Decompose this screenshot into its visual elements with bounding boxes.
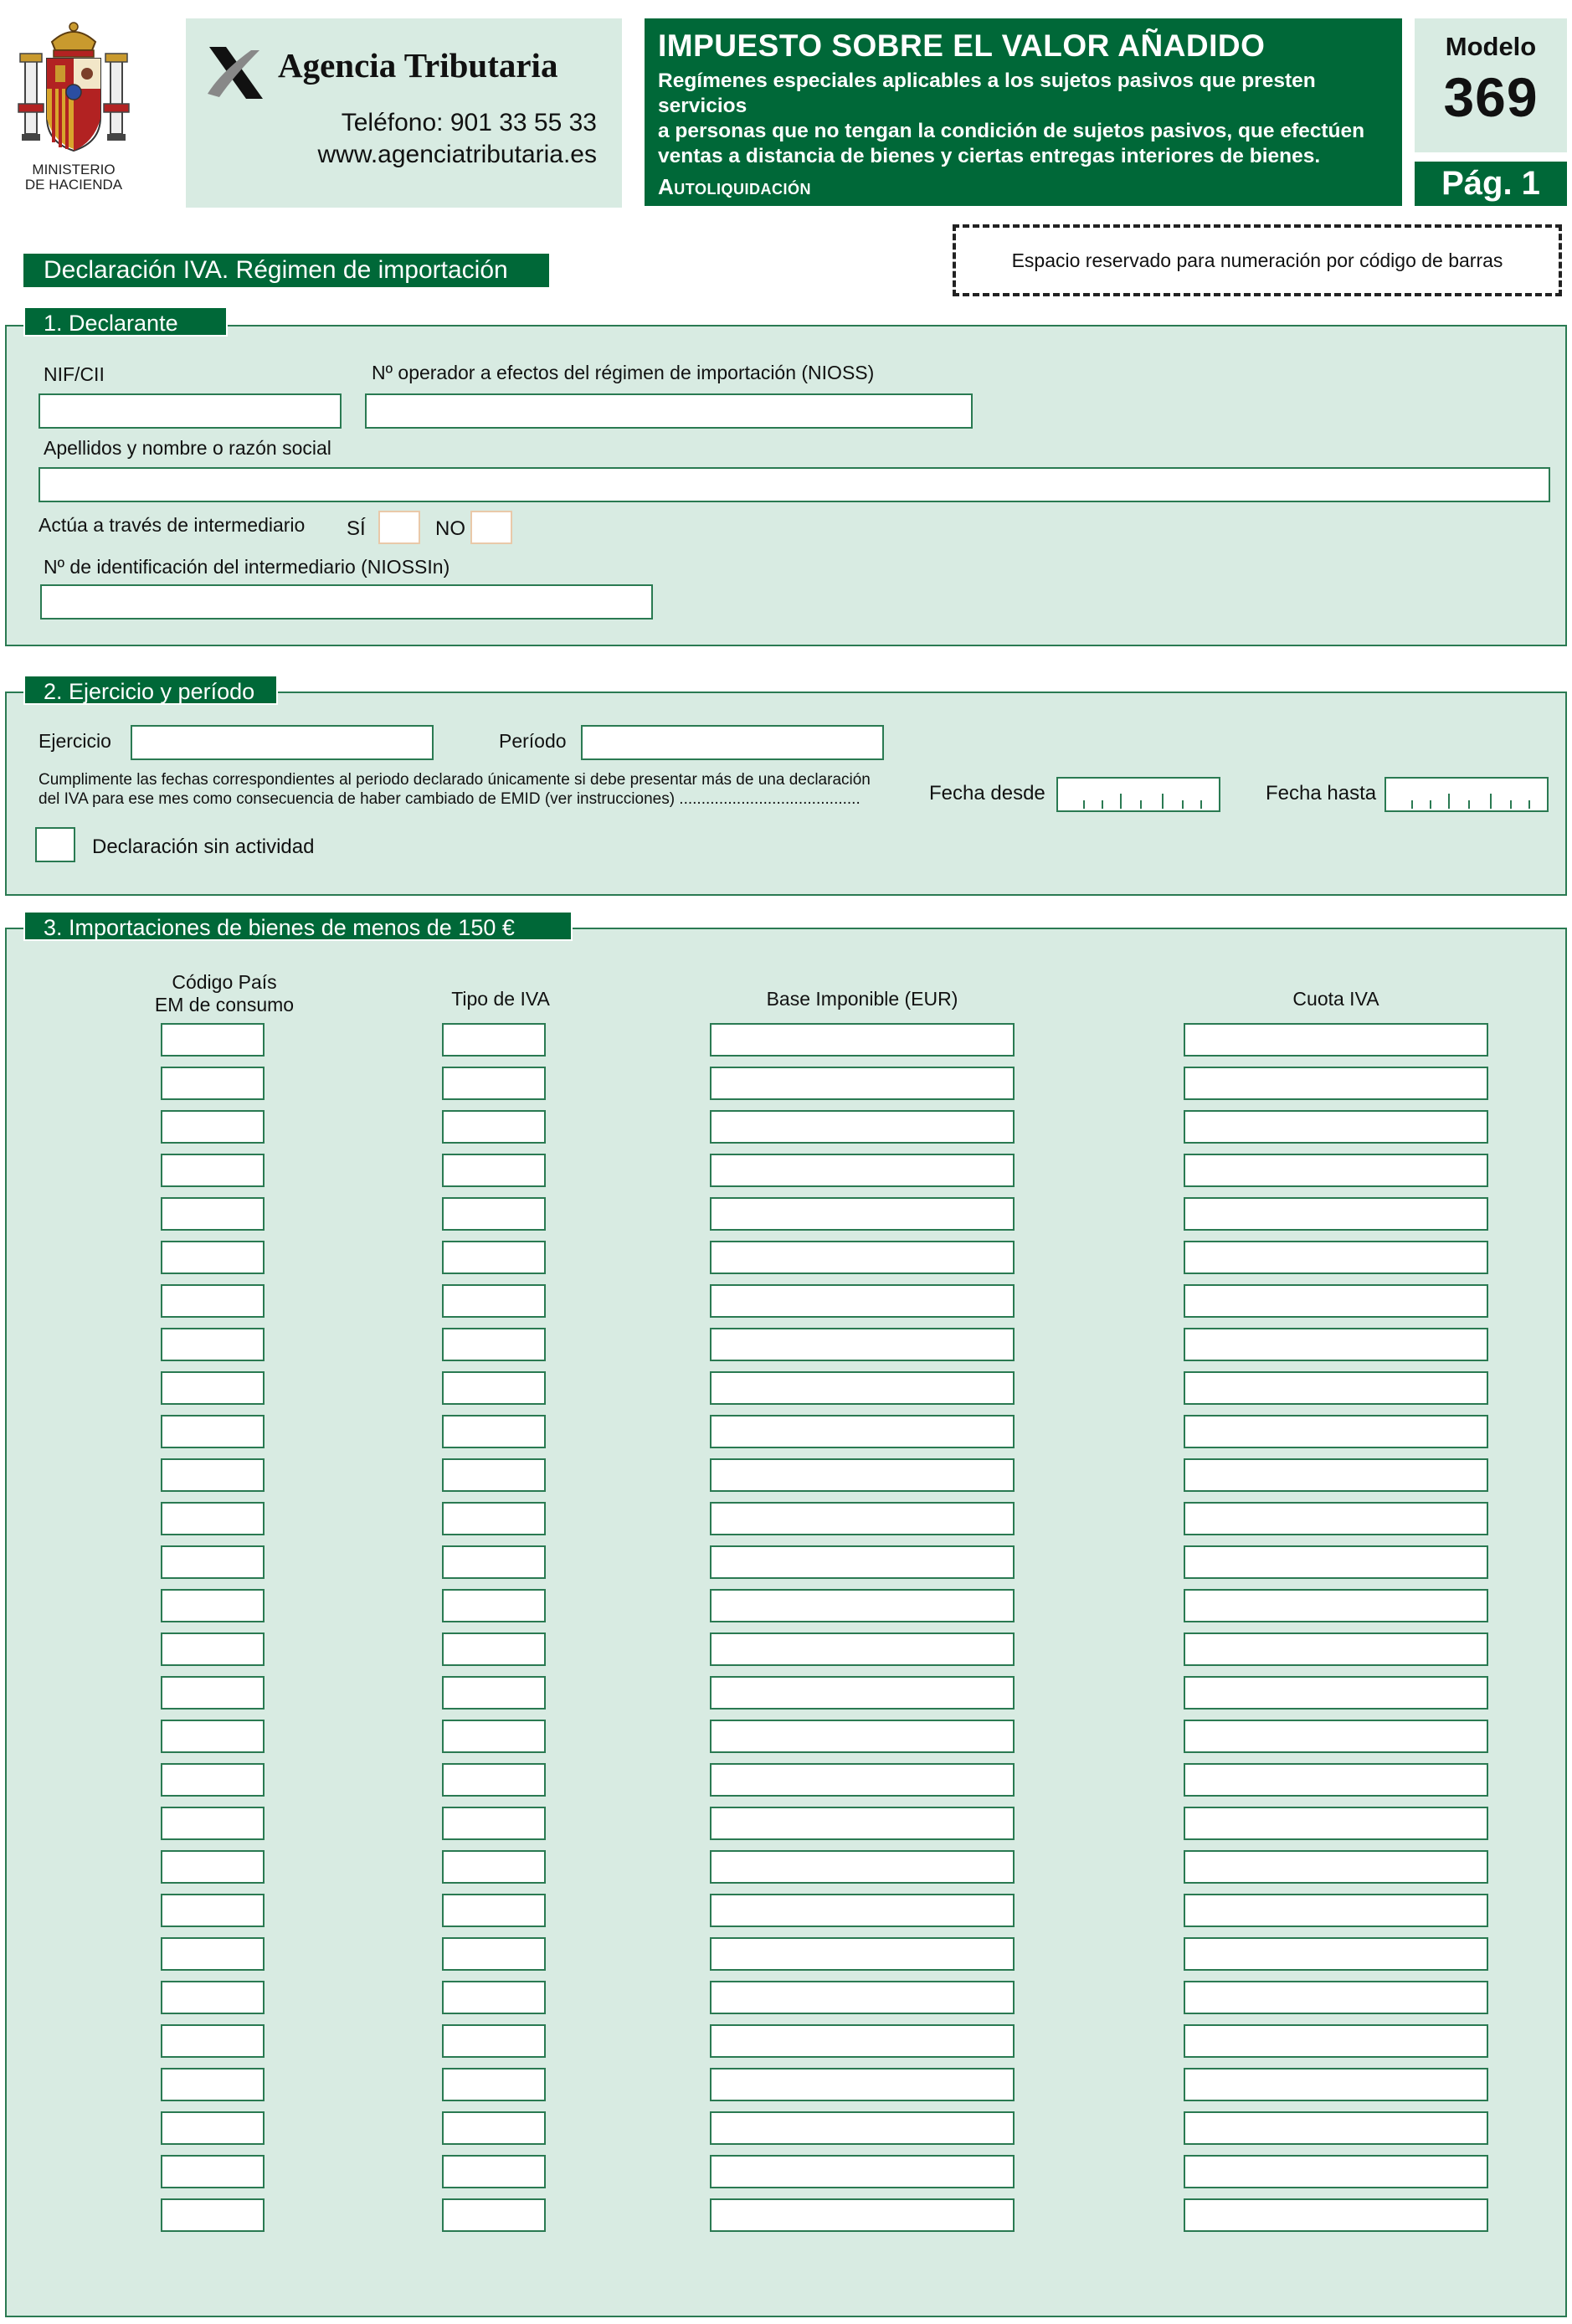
- taxable-base-field[interactable]: [710, 1676, 1015, 1710]
- vat-amount-field[interactable]: [1184, 1894, 1488, 1927]
- column-header-vat-amount: Cuota IVA: [1292, 988, 1379, 1010]
- vat-rate-field[interactable]: [442, 1241, 546, 1274]
- column-header-country-code: [124, 971, 325, 1016]
- vat-amount-field[interactable]: [1184, 1371, 1488, 1405]
- taxable-base-field[interactable]: [710, 2068, 1015, 2101]
- taxable-base-field[interactable]: [710, 1067, 1015, 1100]
- column-header-country-code-line-2: EM de consumo: [154, 994, 295, 1015]
- coat-of-arms-icon: [15, 17, 132, 159]
- tax-type: Autoliquidación: [658, 174, 811, 199]
- vat-rate-field[interactable]: [442, 1328, 546, 1361]
- vat-rate-field[interactable]: [442, 1850, 546, 1884]
- vat-amount-field[interactable]: [1184, 1720, 1488, 1753]
- vat-rate-field[interactable]: [442, 1458, 546, 1492]
- vat-rate-field[interactable]: [442, 1067, 546, 1100]
- vat-rate-field[interactable]: [442, 1545, 546, 1579]
- taxable-base-field[interactable]: [710, 1807, 1015, 1840]
- vat-amount-field[interactable]: [1184, 2198, 1488, 2232]
- vat-rate-field[interactable]: [442, 1807, 546, 1840]
- vat-amount-field[interactable]: [1184, 2024, 1488, 2058]
- country-code-field[interactable]: [161, 1284, 265, 1318]
- periodo-field[interactable]: [581, 725, 884, 760]
- periodo-label: Período: [499, 730, 567, 752]
- country-code-field[interactable]: [161, 1023, 265, 1057]
- country-code-field[interactable]: [161, 2155, 265, 2188]
- vat-rate-field[interactable]: [442, 1023, 546, 1057]
- ministry-line-2: DE HACIENDA: [24, 177, 123, 193]
- country-code-field[interactable]: [161, 1894, 265, 1927]
- no-activity-label: Declaración sin actividad: [92, 836, 315, 858]
- taxable-base-field[interactable]: [710, 1720, 1015, 1753]
- taxable-base-field[interactable]: [710, 1154, 1015, 1187]
- taxable-base-field[interactable]: [710, 1197, 1015, 1231]
- country-code-field[interactable]: [161, 1154, 265, 1187]
- vat-amount-field[interactable]: [1184, 1197, 1488, 1231]
- ministry-line-1: MINISTERIO: [32, 162, 116, 177]
- fecha-hasta-field[interactable]: [1384, 777, 1549, 812]
- nif-label: NIF/CII: [44, 363, 105, 385]
- nioss-field[interactable]: [365, 393, 973, 429]
- taxable-base-field[interactable]: [710, 1589, 1015, 1622]
- fecha-hasta-label: Fecha hasta: [1266, 782, 1377, 805]
- vat-rate-field[interactable]: [442, 1589, 546, 1622]
- vat-rate-field[interactable]: [442, 2024, 546, 2058]
- country-code-field[interactable]: [161, 1676, 265, 1710]
- intermediary-label: Actúa a través de intermediario: [39, 514, 306, 536]
- period-dates-note-line-1: Cumplimente las fechas correspondientes al periodo declarado únicamente si debe presentar más de una declaración: [39, 771, 871, 789]
- vat-rate-field[interactable]: [442, 1371, 546, 1405]
- vat-amount-field[interactable]: [1184, 1589, 1488, 1622]
- fecha-desde-label: Fecha desde: [929, 782, 1045, 805]
- country-code-field[interactable]: [161, 2198, 265, 2232]
- country-code-field[interactable]: [161, 1720, 265, 1753]
- country-code-field[interactable]: [161, 1981, 265, 2014]
- country-code-field[interactable]: [161, 1807, 265, 1840]
- vat-rate-field[interactable]: [442, 2111, 546, 2145]
- section-1-title: 1. Declarante: [23, 306, 228, 337]
- intermediary-yes-label: SÍ: [347, 517, 366, 540]
- taxable-base-field[interactable]: [710, 1328, 1015, 1361]
- vat-rate-field[interactable]: [442, 1110, 546, 1144]
- section-3-title: 3. Importaciones de bienes de menos de 150 €: [23, 911, 573, 941]
- vat-amount-field[interactable]: [1184, 1023, 1488, 1057]
- barcode-reserved-space: Espacio reservado para numeración por código de barras: [953, 224, 1562, 296]
- country-code-field[interactable]: [161, 2024, 265, 2058]
- taxable-base-field[interactable]: [710, 1023, 1015, 1057]
- period-dates-note-line-2: del IVA para ese mes como consecuencia de haber cambiado de EMID (ver instrucciones) .........................................: [39, 790, 860, 808]
- taxable-base-field[interactable]: [710, 2155, 1015, 2188]
- vat-rate-field[interactable]: [442, 1937, 546, 1971]
- country-code-field[interactable]: [161, 1632, 265, 1666]
- taxable-base-field[interactable]: [710, 2111, 1015, 2145]
- vat-rate-field[interactable]: [442, 1502, 546, 1535]
- niossin-label: Nº de identificación del intermediario (NIOSSIn): [44, 556, 450, 578]
- vat-amount-field[interactable]: [1184, 1981, 1488, 2014]
- vat-amount-field[interactable]: [1184, 1415, 1488, 1448]
- vat-rate-field[interactable]: [442, 1197, 546, 1231]
- agency-box: [186, 18, 622, 208]
- vat-rate-field[interactable]: [442, 1154, 546, 1187]
- section-declarante: [5, 325, 1567, 646]
- country-code-field[interactable]: [161, 1197, 265, 1231]
- country-code-field[interactable]: [161, 1458, 265, 1492]
- country-code-field[interactable]: [161, 1371, 265, 1405]
- vat-amount-field[interactable]: [1184, 1284, 1488, 1318]
- agency-website: www.agenciatributaria.es: [317, 141, 597, 168]
- modelo-label: Modelo: [1445, 32, 1537, 61]
- taxable-base-field[interactable]: [710, 1632, 1015, 1666]
- country-code-field[interactable]: [161, 1589, 265, 1622]
- tax-subtitle: [658, 69, 1389, 169]
- no-activity-checkbox[interactable]: [35, 827, 75, 862]
- vat-rate-field[interactable]: [442, 1284, 546, 1318]
- vat-amount-field[interactable]: [1184, 1154, 1488, 1187]
- name-field[interactable]: [39, 467, 1550, 502]
- country-code-field[interactable]: [161, 1850, 265, 1884]
- vat-amount-field[interactable]: [1184, 1850, 1488, 1884]
- vat-amount-field[interactable]: [1184, 1807, 1488, 1840]
- vat-rate-field[interactable]: [442, 1415, 546, 1448]
- tax-subtitle-line-3: ventas a distancia de bienes y ciertas entregas interiores de bienes.: [658, 145, 1321, 167]
- tax-subtitle-line-1: Regímenes especiales aplicables a los sujetos pasivos que presten servicios: [658, 69, 1316, 117]
- column-header-country-code-line-1: Código País: [172, 971, 277, 993]
- vat-rate-field[interactable]: [442, 2155, 546, 2188]
- section-ejercicio-periodo: [5, 692, 1567, 896]
- section-importaciones: [5, 928, 1567, 2317]
- vat-rate-field[interactable]: [442, 1981, 546, 2014]
- country-code-field[interactable]: [161, 1545, 265, 1579]
- vat-amount-field[interactable]: [1184, 1763, 1488, 1797]
- ejercicio-label: Ejercicio: [39, 730, 111, 752]
- name-label: Apellidos y nombre o razón social: [44, 437, 331, 459]
- page-number: Pág. 1: [1415, 162, 1567, 206]
- vat-amount-field[interactable]: [1184, 2068, 1488, 2101]
- vat-rate-field[interactable]: [442, 1763, 546, 1797]
- agency-name: Agencia Tributaria: [278, 46, 558, 85]
- vat-amount-field[interactable]: [1184, 1632, 1488, 1666]
- agency-x-logo-icon: [204, 39, 268, 104]
- tax-subtitle-line-2: a personas que no tengan la condición de sujetos pasivos, que efectúen: [658, 120, 1365, 142]
- vat-amount-field[interactable]: [1184, 1328, 1488, 1361]
- taxable-base-field[interactable]: [710, 1545, 1015, 1579]
- nif-field[interactable]: [39, 393, 342, 429]
- period-dates-note: [39, 770, 871, 809]
- vat-rate-field[interactable]: [442, 1894, 546, 1927]
- country-code-field[interactable]: [161, 1502, 265, 1535]
- modelo-number: 369: [1443, 66, 1539, 128]
- vat-amount-field[interactable]: [1184, 1458, 1488, 1492]
- taxable-base-field[interactable]: [710, 2198, 1015, 2232]
- intermediary-no-label: NO: [435, 517, 465, 540]
- taxable-base-field[interactable]: [710, 1894, 1015, 1927]
- vat-rate-field[interactable]: [442, 1676, 546, 1710]
- ministry-logo: [15, 17, 132, 205]
- vat-amount-field[interactable]: [1184, 1937, 1488, 1971]
- vat-amount-field[interactable]: [1184, 1502, 1488, 1535]
- country-code-field[interactable]: [161, 1328, 265, 1361]
- vat-rate-field[interactable]: [442, 1632, 546, 1666]
- taxable-base-field[interactable]: [710, 2024, 1015, 2058]
- vat-amount-field[interactable]: [1184, 2111, 1488, 2145]
- country-code-field[interactable]: [161, 1067, 265, 1100]
- column-header-vat-rate: Tipo de IVA: [451, 988, 550, 1010]
- country-code-field[interactable]: [161, 1763, 265, 1797]
- agency-phone: Teléfono: 901 33 55 33: [341, 109, 597, 136]
- taxable-base-field[interactable]: [710, 1981, 1015, 2014]
- country-code-field[interactable]: [161, 1241, 265, 1274]
- taxable-base-field[interactable]: [710, 1415, 1015, 1448]
- country-code-field[interactable]: [161, 2111, 265, 2145]
- country-code-field[interactable]: [161, 2068, 265, 2101]
- taxable-base-field[interactable]: [710, 1241, 1015, 1274]
- vat-rate-field[interactable]: [442, 2198, 546, 2232]
- country-code-field[interactable]: [161, 1937, 265, 1971]
- vat-amount-field[interactable]: [1184, 1241, 1488, 1274]
- column-header-taxable-base: Base Imponible (EUR): [766, 988, 958, 1010]
- vat-amount-field[interactable]: [1184, 2155, 1488, 2188]
- taxable-base-field[interactable]: [710, 1110, 1015, 1144]
- ejercicio-field[interactable]: [131, 725, 434, 760]
- taxable-base-field[interactable]: [710, 1763, 1015, 1797]
- taxable-base-field[interactable]: [710, 1937, 1015, 1971]
- modelo-box: [1415, 18, 1567, 152]
- tax-title: IMPUESTO SOBRE EL VALOR AÑADIDO: [658, 28, 1266, 63]
- country-code-field[interactable]: [161, 1110, 265, 1144]
- taxable-base-field[interactable]: [710, 1850, 1015, 1884]
- section-2-title: 2. Ejercicio y período: [23, 675, 278, 705]
- taxable-base-field[interactable]: [710, 1502, 1015, 1535]
- tax-title-box: [645, 18, 1402, 206]
- nioss-label: Nº operador a efectos del régimen de importación (NIOSS): [372, 362, 875, 383]
- declaration-type-tag: Declaración IVA. Régimen de importación: [23, 254, 549, 287]
- taxable-base-field[interactable]: [710, 1371, 1015, 1405]
- vat-amount-field[interactable]: [1184, 1110, 1488, 1144]
- vat-amount-field[interactable]: [1184, 1545, 1488, 1579]
- country-code-field[interactable]: [161, 1415, 265, 1448]
- fecha-desde-field[interactable]: [1056, 777, 1220, 812]
- vat-rate-field[interactable]: [442, 1720, 546, 1753]
- vat-amount-field[interactable]: [1184, 1067, 1488, 1100]
- niossin-field[interactable]: [40, 584, 653, 620]
- taxable-base-field[interactable]: [710, 1284, 1015, 1318]
- vat-amount-field[interactable]: [1184, 1676, 1488, 1710]
- taxable-base-field[interactable]: [710, 1458, 1015, 1492]
- intermediary-no-checkbox[interactable]: [470, 511, 512, 544]
- intermediary-yes-checkbox[interactable]: [378, 511, 420, 544]
- vat-rate-field[interactable]: [442, 2068, 546, 2101]
